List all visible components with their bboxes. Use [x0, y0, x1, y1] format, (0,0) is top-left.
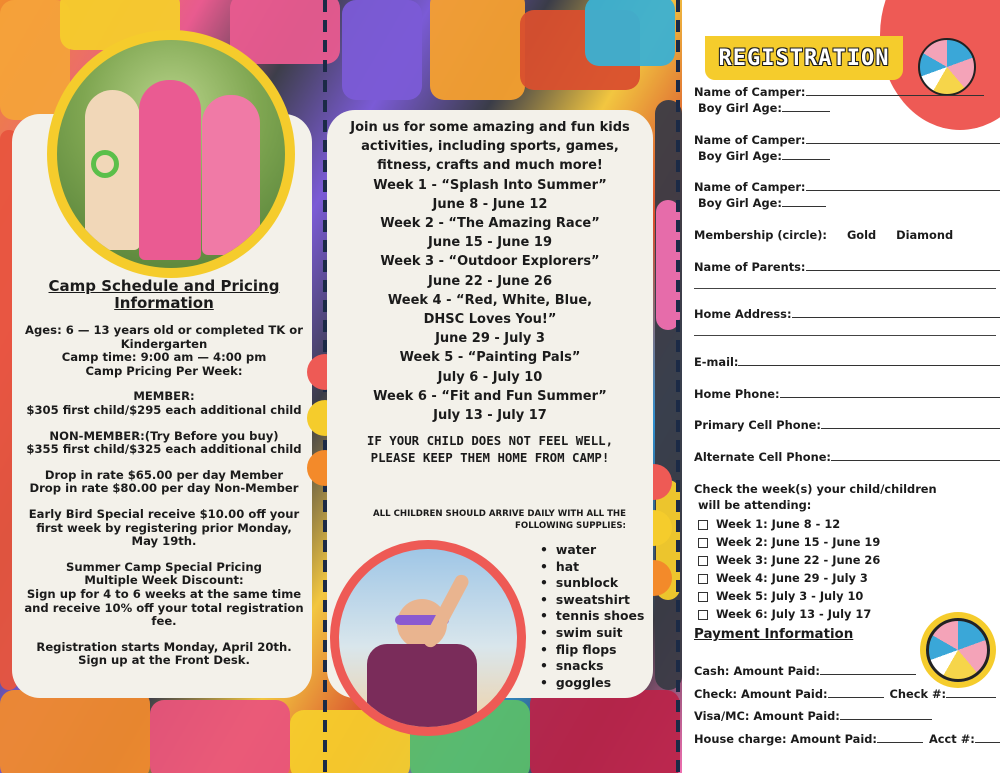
membership-label: Membership (circle):: [694, 228, 827, 242]
check-label: Check: Amount Paid:: [694, 687, 828, 701]
week-dates: July 6 - July 10: [437, 369, 543, 385]
address-field[interactable]: [694, 307, 1000, 321]
week-checkbox-5[interactable]: [698, 589, 863, 603]
account-number-label: Acct #:: [928, 732, 975, 746]
checkbox[interactable]: [698, 538, 708, 548]
week-checkbox-2[interactable]: [698, 535, 880, 549]
warning-line: PLEASE KEEP THEM HOME FROM CAMP!: [370, 450, 610, 465]
pricing-title: Camp Schedule and Pricing Information: [48, 277, 280, 312]
week-title: Week 2 - “The Amazing Race”: [380, 216, 600, 232]
supply-item: • snacks: [540, 658, 644, 675]
registration-form: [682, 0, 1000, 773]
special-text: Sign up for 4 to 6 weeks at the same time and receive 10% off your total registration fee.: [24, 586, 304, 629]
checkbox[interactable]: [698, 556, 708, 566]
warning-line: IF YOUR CHILD DOES NOT FEEL WELL,: [366, 433, 614, 448]
gold-option[interactable]: Gold: [846, 228, 877, 242]
pricing-info: [22, 278, 306, 680]
supply-item: • sweatshirt: [540, 592, 644, 609]
nonmember-price: $355 first child/$325 each additional child: [26, 442, 302, 457]
week-title: Week 5 - “Painting Pals”: [399, 350, 581, 366]
camper-name-1[interactable]: [694, 85, 984, 99]
camper-label: Name of Camper:: [694, 85, 806, 99]
drop-in-member: Drop in rate $65.00 per day Member: [44, 467, 284, 482]
weeks-schedule: [350, 118, 630, 425]
boy-girl-label: Boy Girl Age:: [698, 101, 782, 115]
parents-field[interactable]: [694, 260, 1000, 274]
chalk-block: [0, 690, 150, 773]
attending-text: will be attending:: [698, 498, 812, 512]
checkbox[interactable]: [698, 574, 708, 584]
supplies-heading-line: ALL CHILDREN SHOULD ARRIVE DAILY WITH ALL THE: [372, 509, 626, 519]
email-label: E-mail:: [694, 355, 739, 369]
magnifier-icon: [91, 150, 119, 178]
payment-title: Payment Information: [694, 627, 854, 642]
supply-item: • hat: [540, 559, 644, 576]
supply-item: • water: [540, 542, 644, 559]
supply-item: • swim suit: [540, 625, 644, 642]
week-title: Week 4 - “Red, White, Blue,: [387, 292, 593, 308]
week-title: Week 6 - “Fit and Fun Summer”: [373, 388, 607, 404]
alternate-cell-label: Alternate Cell Phone:: [694, 450, 831, 464]
chalk-block: [530, 690, 680, 773]
kid-figure: [202, 95, 260, 255]
front-desk: Sign up at the Front Desk.: [78, 653, 250, 668]
pricing-per-week: Camp Pricing Per Week:: [85, 363, 243, 378]
cash-label: Cash: Amount Paid:: [694, 664, 820, 678]
beach-ball-icon: [926, 618, 990, 682]
primary-cell-field[interactable]: [694, 418, 1000, 432]
camper-name-2[interactable]: [694, 133, 1000, 147]
supply-item: • sunblock: [540, 575, 644, 592]
parents-label: Name of Parents:: [694, 260, 806, 274]
supply-item: • flip flops: [540, 642, 644, 659]
camper-name-3[interactable]: [694, 180, 1000, 194]
intro-line: Join us for some amazing and fun kids: [350, 120, 630, 135]
house-charge-field[interactable]: [694, 732, 1000, 746]
week-dates: June 15 - June 19: [427, 235, 552, 251]
week-option-label: Week 5: July 3 - July 10: [716, 589, 864, 603]
check-number-label: Check #:: [889, 687, 947, 701]
boy-girl-label: Boy Girl Age:: [698, 196, 782, 210]
dashed-divider: [676, 0, 680, 773]
check-field[interactable]: [694, 687, 996, 701]
week-option-label: Week 1: June 8 - 12: [716, 517, 841, 531]
chalk-block: [342, 0, 422, 100]
supply-item: • goggles: [540, 675, 644, 692]
week-title: Week 1 - “Splash Into Summer”: [373, 177, 607, 193]
ages-text: Ages: 6 — 13 years old or completed TK or Kindergarten: [25, 323, 303, 351]
week-dates: June 29 - July 3: [435, 331, 545, 347]
address-label: Home Address:: [694, 307, 792, 321]
special-title: Summer Camp Special Pricing: [66, 559, 262, 574]
week-title: DHSC Loves You!”: [423, 312, 557, 328]
week-checkbox-4[interactable]: [698, 571, 868, 585]
supplies-list: [540, 542, 644, 691]
home-phone-field[interactable]: [694, 387, 1000, 401]
superhero-photo: [330, 540, 526, 736]
camper-age-1[interactable]: [698, 101, 830, 115]
supply-item: • tennis shoes: [540, 608, 644, 625]
week-checkbox-3[interactable]: [698, 553, 880, 567]
week-option-label: Week 2: June 15 - June 19: [716, 535, 881, 549]
form-line[interactable]: [694, 288, 996, 289]
email-field[interactable]: [694, 355, 1000, 369]
chalk-block: [150, 700, 290, 773]
primary-cell-label: Primary Cell Phone:: [694, 418, 821, 432]
week-dates: June 8 - June 12: [432, 196, 548, 212]
camper-age-2[interactable]: [698, 149, 830, 163]
checkbox[interactable]: [698, 610, 708, 620]
form-line[interactable]: [694, 335, 996, 336]
week-option-label: Week 6: July 13 - July 17: [716, 607, 872, 621]
week-checkbox-6[interactable]: [698, 607, 871, 621]
visa-field[interactable]: [694, 709, 932, 723]
kid-figure: [139, 80, 201, 260]
sick-warning: [340, 432, 640, 466]
cash-field[interactable]: [694, 664, 916, 678]
member-label: MEMBER:: [133, 389, 195, 404]
kids-photo: [47, 30, 295, 278]
supplies-heading-line: FOLLOWING SUPPLIES:: [515, 521, 626, 531]
camp-time: Camp time: 9:00 am — 4:00 pm: [61, 350, 267, 365]
hero-cape: [367, 644, 477, 736]
alternate-cell-field[interactable]: [694, 450, 1000, 464]
week-dates: June 22 - June 26: [427, 273, 552, 289]
camper-label: Name of Camper:: [694, 180, 806, 194]
boy-girl-label: Boy Girl Age:: [698, 149, 782, 163]
supplies-heading: [346, 508, 626, 532]
intro-line: fitness, crafts and much more!: [377, 158, 603, 174]
visa-label: Visa/MC: Amount Paid:: [694, 709, 840, 723]
week-dates: July 13 - July 17: [433, 408, 547, 424]
intro-line: activities, including sports, games,: [361, 139, 619, 155]
special-sub: Multiple Week Discount:: [84, 573, 244, 588]
home-phone-label: Home Phone:: [694, 387, 780, 401]
diamond-option[interactable]: Diamond: [896, 228, 954, 242]
check-weeks-text: Check the week(s) your child/children: [694, 482, 937, 496]
registration-starts: Registration starts Monday, April 20th.: [36, 639, 292, 654]
week-title: Week 3 - “Outdoor Explorers”: [380, 254, 600, 270]
house-charge-label: House charge: Amount Paid:: [694, 732, 877, 746]
chalk-block: [430, 0, 525, 100]
nonmember-label: NON-MEMBER:(Try Before you buy): [49, 428, 279, 443]
membership-row[interactable]: [694, 228, 953, 242]
week-option-label: Week 4: June 29 - July 3: [716, 571, 868, 585]
early-bird: Early Bird Special receive $10.00 off your first week by registering prior Monday, May 19th.: [28, 506, 300, 549]
checkbox[interactable]: [698, 592, 708, 602]
member-price: $305 first child/$295 each additional child: [26, 402, 302, 417]
checkbox[interactable]: [698, 520, 708, 530]
week-option-label: Week 3: June 22 - June 26: [716, 553, 881, 567]
week-checkbox-1[interactable]: [698, 517, 840, 531]
chalk-block: [585, 0, 675, 66]
camper-age-3[interactable]: [698, 196, 826, 210]
drop-in-nonmember: Drop in rate $80.00 per day Non-Member: [29, 481, 299, 496]
registration-title: REGISTRATION: [705, 36, 903, 80]
camper-label: Name of Camper:: [694, 133, 806, 147]
